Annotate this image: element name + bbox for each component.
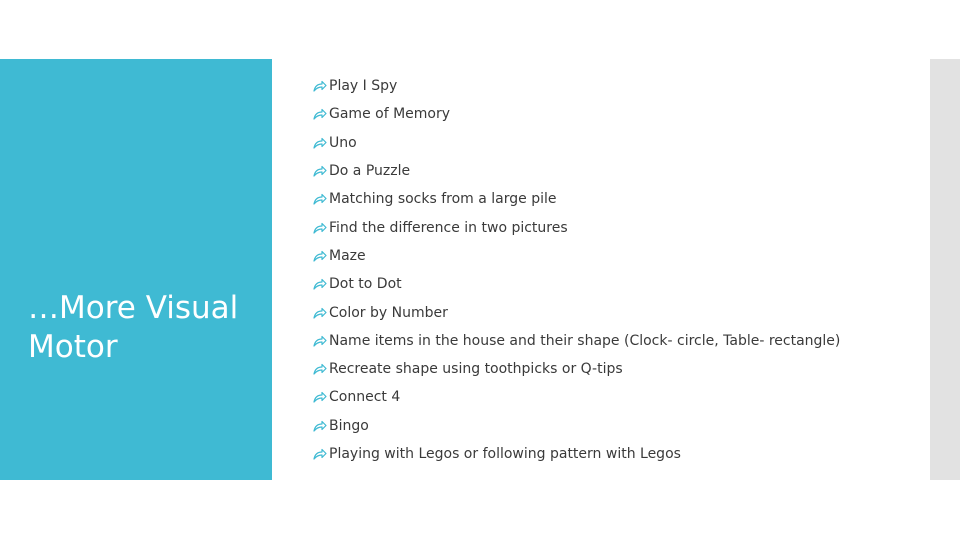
bullet-item [313,100,923,128]
bullet-text: Bingo [329,417,369,434]
share-arrow-icon [313,420,329,432]
share-arrow-icon [313,222,329,234]
bullet-text: Name items in the house and their shape (Clock- circle, Table- rectangle) [329,332,841,349]
bullet-text: Uno [329,134,357,151]
share-arrow-icon [313,363,329,375]
share-arrow-icon [313,108,329,120]
bullet-item [313,157,923,185]
share-arrow-icon [313,80,329,92]
share-arrow-icon [313,335,329,347]
bullet-text: Find the difference in two pictures [329,219,568,236]
share-arrow-icon [313,307,329,319]
bullet-text: Game of Memory [329,106,451,123]
bullet-item [313,383,923,411]
bullet-item [313,129,923,157]
share-arrow-icon [313,391,329,403]
bullet-list [313,72,923,468]
share-arrow-icon [313,250,329,262]
bullet-text: Matching socks from a large pile [329,191,557,208]
bullet-text: Maze [329,247,366,264]
bullet-text: Color by Number [329,304,448,321]
bullet-item [313,270,923,298]
bullet-text: Dot to Dot [329,276,402,293]
bullet-item [313,327,923,355]
bullet-item [313,298,923,326]
title-panel [0,59,272,480]
bullet-text: Connect 4 [329,389,401,406]
bullet-item [313,72,923,100]
slide-title: …More Visual Motor [28,290,239,365]
bullet-item [313,440,923,468]
bullet-text: Playing with Legos or following pattern with Legos [329,446,681,462]
bullet-text: Recreate shape using toothpicks or Q-tips [329,361,623,378]
share-arrow-icon [313,278,329,290]
bullet-text: Play I Spy [329,78,398,95]
side-decoration-bar [930,59,960,480]
bullet-text: Do a Puzzle [329,163,411,180]
share-arrow-icon [313,448,329,460]
share-arrow-icon [313,165,329,177]
share-arrow-icon [313,137,329,149]
bullet-item [313,185,923,213]
bullet-item [313,242,923,270]
bullet-item [313,213,923,241]
share-arrow-icon [313,193,329,205]
bullet-item [313,412,923,440]
bullet-item [313,355,923,383]
